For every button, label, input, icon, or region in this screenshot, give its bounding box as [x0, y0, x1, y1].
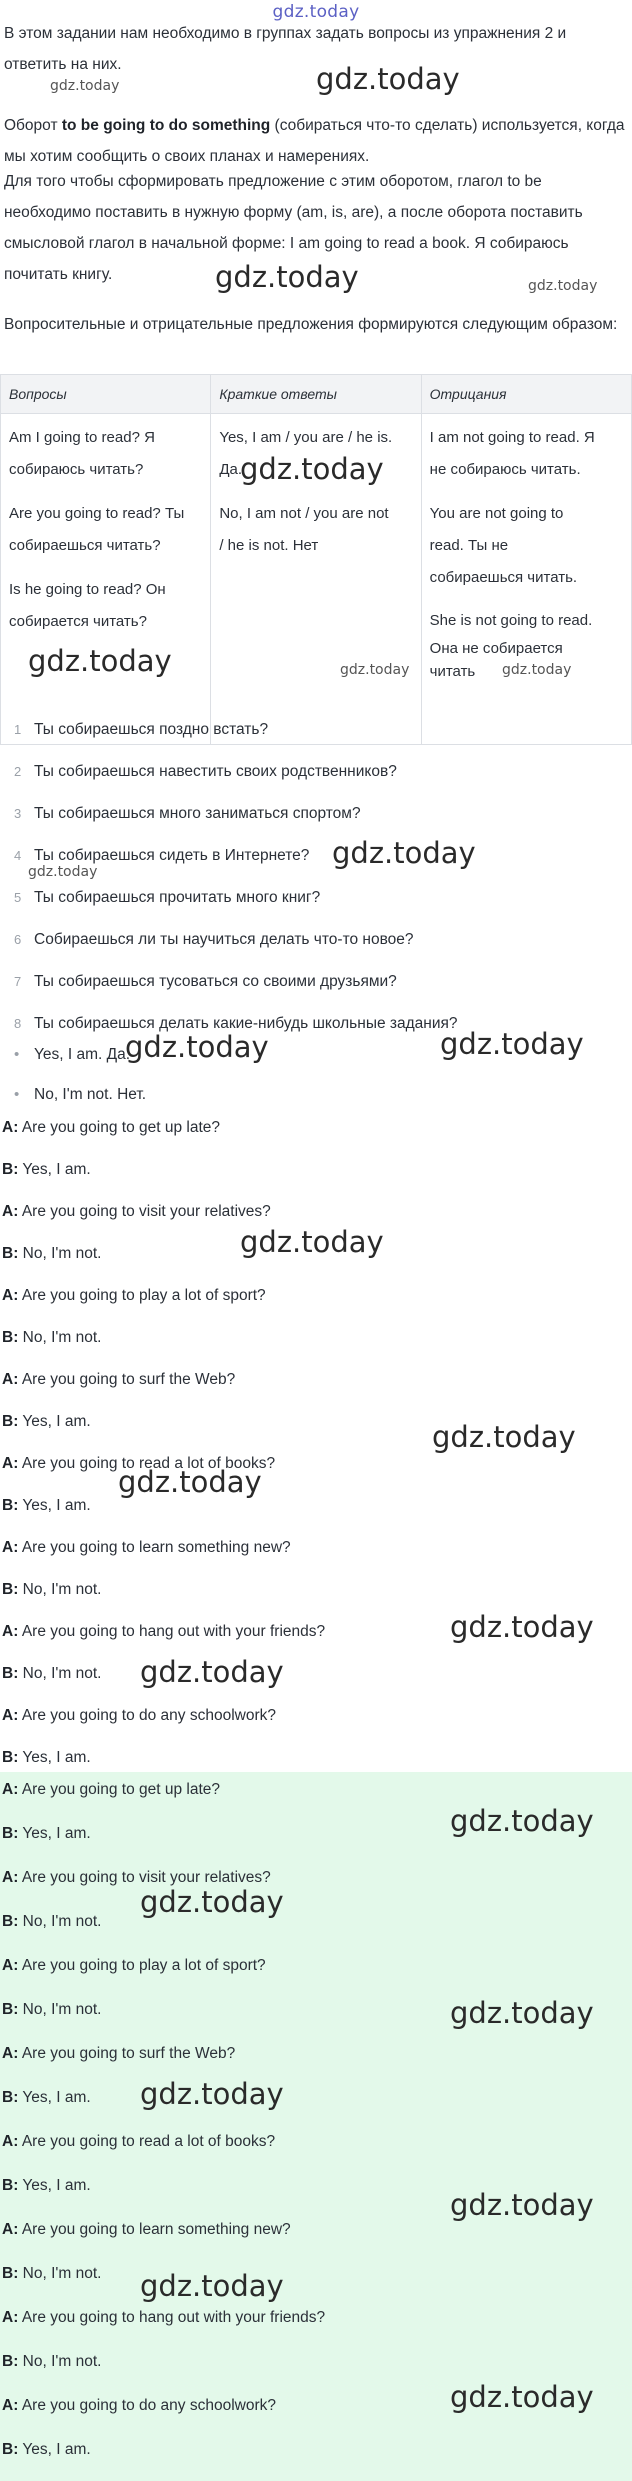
list-item [14, 888, 320, 908]
dialogue-line [2, 1623, 325, 1641]
dialogue-line [2, 1203, 271, 1221]
list-item-number: 1 [14, 722, 22, 737]
speaker-b: B: [2, 1825, 19, 1842]
watermark: gdz.today [50, 78, 120, 94]
table-header-row [1, 375, 632, 414]
speaker-a: A: [2, 1455, 19, 1472]
dialogue-text: Yes, I am. [22, 1497, 91, 1514]
dialogue-line [2, 2441, 91, 2459]
dialogue-line [2, 2309, 325, 2327]
table-cell-line: You are not going to [429, 505, 564, 522]
dialogue-line [2, 1245, 101, 1263]
list-item-text: Ты собираешься сидеть в Интернете? [34, 847, 310, 864]
watermark: gdz.today [450, 2188, 594, 2222]
intro-paragraph-1: В этом задании нам необходимо в группах задать вопросы из упражнения 2 и ответить на них. [4, 25, 567, 73]
dialogue-line [2, 2133, 275, 2151]
dialogue-text: Are you going to learn something new? [21, 2221, 291, 2238]
intro-p2-suffix: (собираться что-то сделать) используется, когда мы хотим сообщить о своих планах и намерениях. [4, 117, 625, 165]
list-item-text: Ты собираешься делать какие-нибудь школьные задания? [34, 1015, 458, 1032]
dialogue-text: Yes, I am. [22, 2089, 91, 2106]
table-cell-line: собираешься читать? [9, 537, 161, 554]
speaker-a: A: [2, 1119, 19, 1136]
speaker-b: B: [2, 1161, 19, 1178]
speaker-a: A: [2, 1203, 19, 1220]
table-header-questions: Вопросы [1, 375, 211, 414]
dialogue-text: Are you going to play a lot of sport? [21, 1287, 266, 1304]
dialogue-line [2, 2397, 276, 2415]
list-item [14, 804, 361, 824]
dialogue-line [2, 1161, 91, 1179]
table-cell-line: не собираюсь читать. [429, 461, 581, 478]
dialogue-text: No, I'm not. [22, 1245, 102, 1262]
speaker-b: B: [2, 2353, 19, 2370]
dialogue-line [2, 2045, 235, 2063]
watermark: gdz.today [450, 1610, 594, 1644]
dialogue-text: Are you going to do any schoolwork? [21, 1707, 276, 1724]
table-cell-line: read. Ты не [429, 537, 509, 554]
dialogue-text: Are you going to read a lot of books? [21, 2133, 276, 2150]
dialogue-line [2, 2353, 101, 2371]
speaker-b: B: [2, 1665, 19, 1682]
dialogue-text: Are you going to hang out with your friends? [21, 1623, 326, 1640]
table-cell-line: собираешься читать. [429, 569, 578, 586]
table-cell-line: / he is not. Нет [219, 537, 319, 554]
speaker-a: A: [2, 2133, 19, 2150]
dialogue-text: Are you going to visit your relatives? [21, 1203, 271, 1220]
watermark: gdz.today [28, 644, 172, 678]
dialogue-line [2, 1119, 220, 1137]
speaker-b: B: [2, 1913, 19, 1930]
watermark: gdz.today [140, 1885, 284, 1919]
dialogue-text: Yes, I am. [22, 2177, 91, 2194]
watermark: gdz.today [450, 1804, 594, 1838]
intro-p2-bold: to be going to do something [61, 117, 271, 134]
bullet-item [14, 1046, 130, 1064]
list-item-text: Ты собираешься тусоваться со своими друзьями? [34, 973, 397, 990]
dialogue-text: No, I'm not. [22, 1665, 102, 1682]
dialogue-line [2, 1825, 91, 1843]
dialogue-text: Are you going to get up late? [21, 1781, 221, 1798]
list-item [14, 930, 414, 950]
speaker-b: B: [2, 2177, 19, 2194]
dialogue-text: Yes, I am. [22, 1749, 91, 1766]
dialogue-text: Yes, I am. [22, 2441, 91, 2458]
intro-p2-prefix: Оборот [4, 117, 62, 134]
list-item-number: 8 [14, 1016, 22, 1031]
dialogue-line [2, 1749, 91, 1767]
list-item-text: Ты собираешься много заниматься спортом? [34, 805, 361, 822]
speaker-b: B: [2, 2265, 19, 2282]
dialogue-line [2, 1913, 101, 1931]
dialogue-line [2, 2177, 91, 2195]
table-cell-line: Am I going to read? Я [9, 429, 155, 446]
watermark: gdz.today [450, 1996, 594, 2030]
list-item-number: 5 [14, 890, 22, 905]
list-item [14, 720, 268, 740]
speaker-b: B: [2, 1329, 19, 1346]
watermark: gdz.today [215, 260, 359, 294]
dialogue-text: Are you going to do any schoolwork? [21, 2397, 276, 2414]
list-item [14, 972, 397, 992]
dialogue-text: Are you going to learn something new? [21, 1539, 291, 1556]
dialogue-line [2, 1781, 220, 1799]
dialogue-line [2, 1287, 266, 1305]
table-cell-line: Are you going to read? Ты [9, 505, 185, 522]
watermark: gdz.today [140, 2269, 284, 2303]
watermark: gdz.today [440, 1027, 584, 1061]
speaker-a: A: [2, 1781, 19, 1798]
grammar-table [0, 374, 632, 745]
speaker-b: B: [2, 2089, 19, 2106]
speaker-b: B: [2, 1581, 19, 1598]
speaker-b: B: [2, 2441, 19, 2458]
speaker-b: B: [2, 1497, 19, 1514]
dialogue-text: Yes, I am. [22, 1825, 91, 1842]
bullet-icon: • [14, 1086, 20, 1103]
table-cell-line: читать [429, 663, 476, 680]
table-cell-line: I am not going to read. Я [429, 429, 595, 446]
watermark: gdz.today [528, 278, 598, 294]
dialogue-text: No, I'm not. [22, 1329, 102, 1346]
dialogue-text: Yes, I am. [22, 1413, 91, 1430]
dialogue-text: Yes, I am. [22, 1161, 91, 1178]
dialogue-line [2, 1957, 266, 1975]
speaker-a: A: [2, 1623, 19, 1640]
dialogue-text: Are you going to hang out with your friends? [21, 2309, 326, 2326]
speaker-a: A: [2, 1371, 19, 1388]
watermark: gdz.today [140, 1655, 284, 1689]
list-item-number: 7 [14, 974, 22, 989]
dialogue-line [2, 1329, 101, 1347]
dialogue-line [2, 1497, 91, 1515]
table-header-negations: Отрицания [421, 375, 631, 414]
list-item-text: Ты собираешься навестить своих родственников? [34, 763, 397, 780]
table-header-short-answers: Краткие ответы [211, 375, 421, 414]
list-item-number: 3 [14, 806, 22, 821]
bullet-text: No, I'm not. Нет. [34, 1086, 147, 1103]
watermark: gdz.today [502, 662, 572, 678]
dialogue-text: Are you going to surf the Web? [21, 1371, 236, 1388]
speaker-b: B: [2, 2001, 19, 2018]
dialogue-text: Are you going to play a lot of sport? [21, 1957, 266, 1974]
watermark: gdz.today [316, 62, 460, 96]
table-cell-line: собирается читать? [9, 613, 147, 630]
dialogue-line [2, 2001, 101, 2019]
dialogue-line [2, 1581, 101, 1599]
watermark: gdz.today [240, 452, 384, 486]
speaker-a: A: [2, 1869, 19, 1886]
dialogue-text: No, I'm not. [22, 2001, 102, 2018]
dialogue-line [2, 2265, 101, 2283]
watermark: gdz.today [332, 836, 476, 870]
dialogue-text: No, I'm not. [22, 2353, 102, 2370]
watermark: gdz.today [140, 2077, 284, 2111]
watermark: gdz.today [340, 662, 410, 678]
dialogue-text: Are you going to read a lot of books? [21, 1455, 276, 1472]
dialogue-line [2, 1707, 276, 1725]
dialogue-line [2, 2089, 91, 2107]
speaker-a: A: [2, 2221, 19, 2238]
list-item-text: Ты собираешься поздно встать? [34, 721, 269, 738]
dialogue-text: Are you going to surf the Web? [21, 2045, 236, 2062]
watermark: gdz.today [125, 1030, 269, 1064]
watermark: gdz.today [240, 1225, 384, 1259]
dialogue-text: No, I'm not. [22, 2265, 102, 2282]
dialogue-line [2, 1665, 101, 1683]
speaker-b: B: [2, 1749, 19, 1766]
list-item-text: Собираешься ли ты научиться делать что-то новое? [34, 931, 414, 948]
dialogue-line [2, 1371, 235, 1389]
speaker-a: A: [2, 1287, 19, 1304]
dialogue-line [2, 1413, 91, 1431]
speaker-b: B: [2, 1413, 19, 1430]
list-item-number: 6 [14, 932, 22, 947]
table-cell-line: She is not going to read. [429, 612, 593, 629]
speaker-b: B: [2, 1245, 19, 1262]
watermark: gdz.today [432, 1420, 576, 1454]
site-logo[interactable]: gdz.today [272, 2, 360, 22]
speaker-a: A: [2, 1539, 19, 1556]
speaker-a: A: [2, 2045, 19, 2062]
intro-paragraph-4: Вопросительные и отрицательные предложения формируются следующим образом: [4, 316, 618, 333]
list-item [14, 762, 397, 782]
dialogue-text: Are you going to visit your relatives? [21, 1869, 271, 1886]
dialogue-text: No, I'm not. [22, 1581, 102, 1598]
table-cell-line: Is he going to read? Он [9, 581, 166, 598]
bullet-item [14, 1086, 146, 1104]
table-cell-line: Yes, I am / you are / he is. [219, 429, 393, 446]
dialogue-line [2, 1539, 291, 1557]
watermark: gdz.today [118, 1465, 262, 1499]
table-cell-line: No, I am not / you are not [219, 505, 389, 522]
speaker-a: A: [2, 2397, 19, 2414]
speaker-a: A: [2, 1957, 19, 1974]
table-cell-negations [421, 414, 631, 745]
watermark: gdz.today [28, 864, 98, 880]
speaker-a: A: [2, 2309, 19, 2326]
table-cell-line: Да. [219, 461, 242, 478]
speaker-a: A: [2, 1707, 19, 1724]
watermark: gdz.today [450, 2380, 594, 2414]
list-item-number: 4 [14, 848, 22, 863]
list-item [14, 846, 309, 866]
bullet-text: Yes, I am. Да. [34, 1046, 131, 1063]
list-item-number: 2 [14, 764, 22, 779]
intro-paragraph-2 [4, 110, 626, 172]
intro-paragraph-3: Для того чтобы сформировать предложение с этим оборотом, глагол to be необходимо поставить в нужную форму (am, is, are), а после оборота поставить смысловой глагол в начальной форме: I am going to read a book. Я собираюсь почитать книгу. [4, 173, 583, 283]
bullet-icon: • [14, 1046, 20, 1063]
table-cell-line: собираюсь читать? [9, 461, 144, 478]
dialogue-text: No, I'm not. [22, 1913, 102, 1930]
dialogue-text: Are you going to get up late? [21, 1119, 221, 1136]
dialogue-line [2, 2221, 291, 2239]
table-cell-line: Она не собирается [429, 640, 563, 657]
list-item-text: Ты собираешься прочитать много книг? [34, 889, 321, 906]
table-cell-questions [1, 414, 211, 745]
